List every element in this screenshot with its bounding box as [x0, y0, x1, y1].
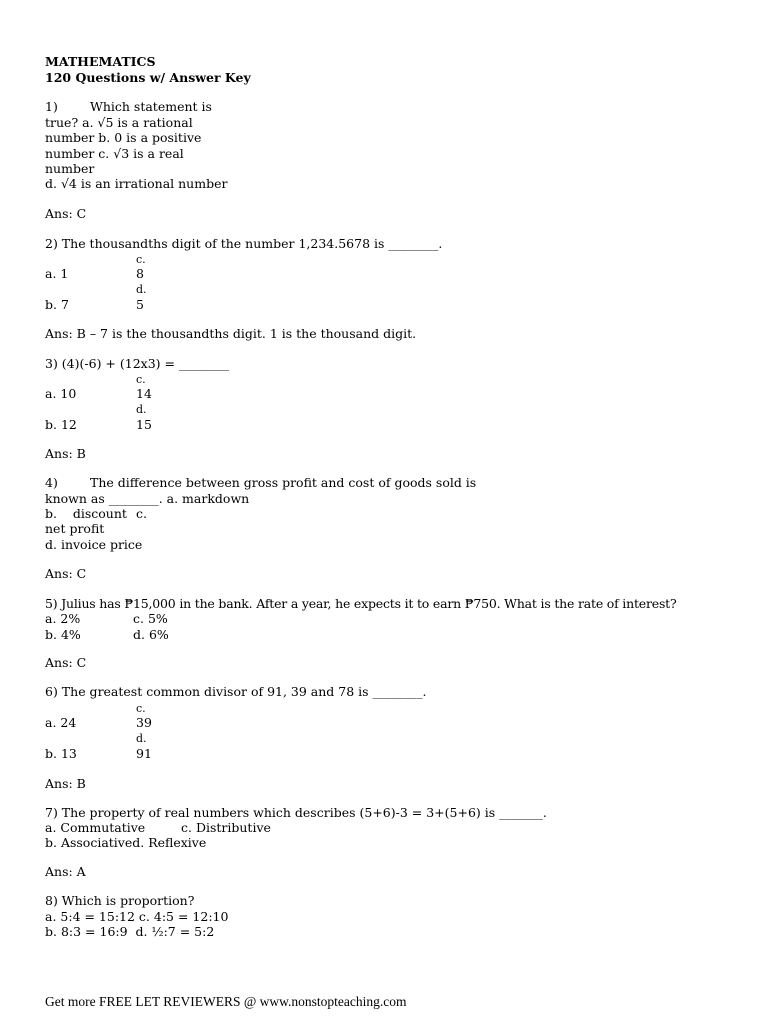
option-b: b. 13 [45, 746, 77, 761]
question-1-text: true? a. √5 is a rational [45, 115, 193, 130]
answer-3: Ans: B [45, 446, 86, 461]
option-d: d. 6% [133, 627, 169, 642]
option-c: net profit [45, 521, 105, 536]
option-c: c. 5% [133, 611, 168, 626]
option-d: d. invoice price [45, 537, 143, 552]
option-a-c: a. 5:4 = 15:12 c. 4:5 = 12:10 [45, 909, 229, 924]
option-d-label: d. [136, 403, 147, 416]
question-5-text: 5) Julius has ₱15,000 in the bank. After a year, he expects it to earn ₱750. What is the rate of interest? [45, 596, 677, 611]
document-title: MATHEMATICS [45, 54, 156, 69]
option-d-label: d. [136, 283, 147, 296]
question-3-text: 3) (4)(-6) + (12x3) = ________ [45, 356, 229, 371]
answer-2: Ans: B – 7 is the thousandths digit. 1 is the thousand digit. [45, 326, 417, 341]
answer-7: Ans: A [45, 864, 86, 879]
option-c: 39 [136, 715, 152, 730]
option-d: 5 [136, 297, 144, 312]
option-a: a. Commutative [45, 820, 146, 835]
question-1-text: number [45, 161, 95, 176]
answer-4: Ans: C [45, 566, 87, 581]
question-1-text: number c. √3 is a real [45, 146, 184, 161]
answer-6: Ans: B [45, 776, 86, 791]
option-b-d: b. Associatived. Reflexive [45, 835, 207, 850]
question-6-text: 6) The greatest common divisor of 91, 39 and 78 is ________. [45, 684, 427, 699]
option-b: b. 4% [45, 627, 81, 642]
question-7-text: 7) The property of real numbers which describes (5+6)-3 = 3+(5+6) is _______. [45, 805, 547, 820]
option-c: 14 [136, 386, 152, 401]
question-4-text: known as ________. a. markdown [45, 491, 250, 506]
option-c: 8 [136, 266, 144, 281]
option-d-label: d. [136, 732, 147, 745]
option-c-label: c. [136, 253, 146, 266]
question-8-text: 8) Which is proportion? [45, 893, 195, 908]
question-1-text: Which statement is [90, 99, 212, 114]
option-c-label: c. [136, 506, 147, 521]
question-2-text: 2) The thousandths digit of the number 1,234.5678 is ________. [45, 236, 443, 251]
option-a: a. 10 [45, 386, 77, 401]
option-b: b. discount [45, 506, 127, 521]
option-c-label: c. [136, 373, 146, 386]
footer-promo: Get more FREE LET REVIEWERS @ www.nonstopteaching.com [45, 994, 407, 1009]
answer-5: Ans: C [45, 655, 87, 670]
option-d: 15 [136, 417, 152, 432]
question-1-text: d. √4 is an irrational number [45, 176, 228, 191]
option-d: 91 [136, 746, 152, 761]
option-a: a. 2% [45, 611, 81, 626]
question-1-number: 1) [45, 99, 58, 114]
option-c-label: c. [136, 702, 146, 715]
question-4-text: The difference between gross profit and cost of goods sold is [90, 475, 477, 490]
question-4-number: 4) [45, 475, 58, 490]
option-b: b. 7 [45, 297, 69, 312]
answer-1: Ans: C [45, 206, 87, 221]
option-a: a. 1 [45, 266, 69, 281]
option-b: b. 12 [45, 417, 77, 432]
document-subtitle: 120 Questions w/ Answer Key [45, 70, 251, 85]
option-b-d: b. 8:3 = 16:9 d. ½:7 = 5:2 [45, 924, 215, 939]
option-a: a. 24 [45, 715, 77, 730]
question-1-text: number b. 0 is a positive [45, 130, 202, 145]
option-c: c. Distributive [181, 820, 271, 835]
